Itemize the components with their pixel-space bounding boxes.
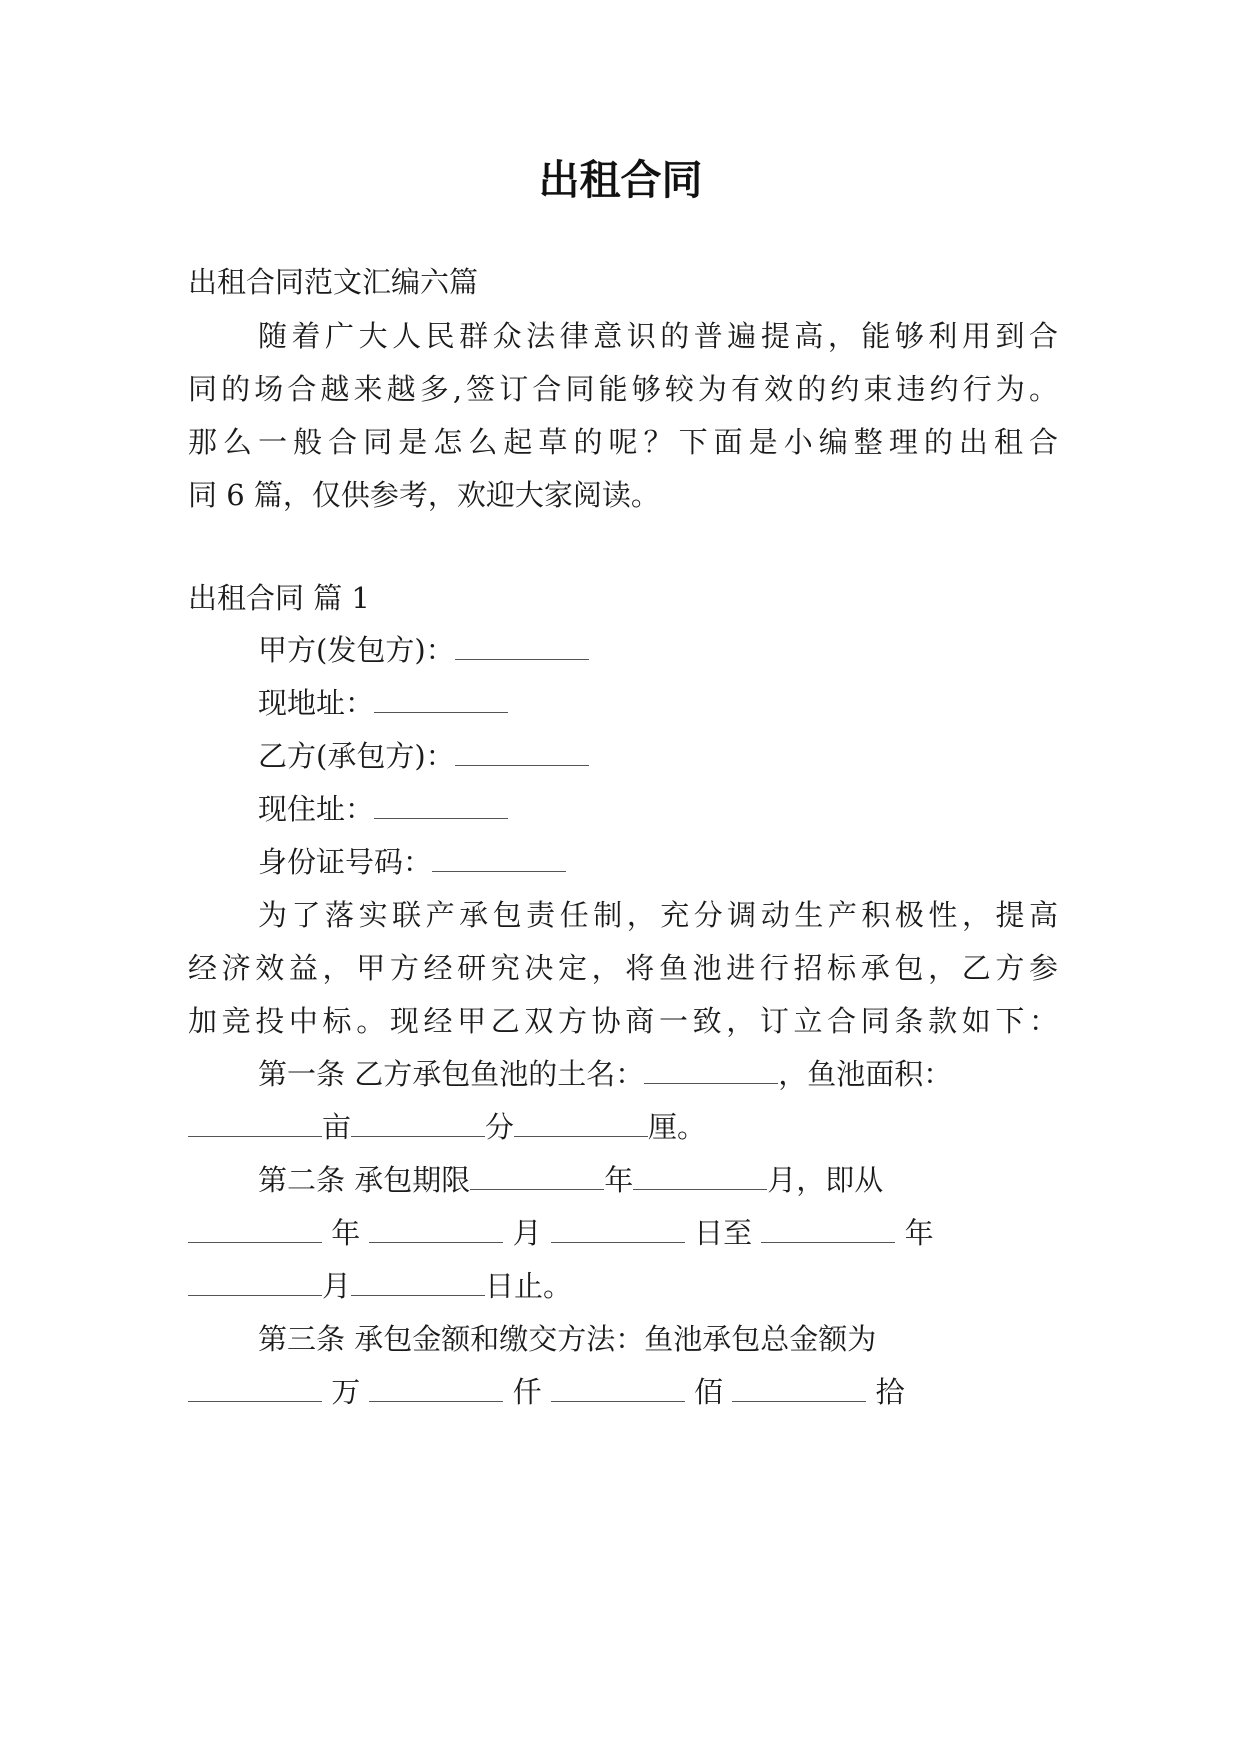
term-months-blank[interactable]: [633, 1163, 767, 1190]
text-to: 日至: [694, 1216, 753, 1250]
end-month-blank[interactable]: [188, 1269, 322, 1296]
area-mu-blank[interactable]: [188, 1110, 322, 1137]
unit-wan: 万: [331, 1375, 361, 1409]
unit-li: 厘。: [648, 1110, 707, 1144]
term-years-blank[interactable]: [470, 1163, 604, 1190]
party-a-address-line: [258, 683, 1058, 723]
intro-line: 随着广大人民群众法律意识的普遍提高，能够利用到合: [258, 319, 1058, 353]
text-end: 日止。: [485, 1269, 573, 1303]
party-b-address-blank[interactable]: [374, 792, 508, 819]
article-3-line: [258, 1319, 1058, 1359]
article-1-text: 第一条 乙方承包鱼池的土名：: [258, 1057, 645, 1091]
party-a-blank[interactable]: [455, 633, 589, 660]
unit-fen: 分: [485, 1110, 515, 1144]
document-title: 出租合同: [538, 156, 703, 204]
section-heading: 出租合同 篇 1: [188, 581, 370, 615]
unit-mu: 亩: [322, 1110, 352, 1144]
start-month-blank[interactable]: [369, 1216, 503, 1243]
party-a-address-blank[interactable]: [374, 686, 508, 713]
id-number-blank[interactable]: [432, 845, 566, 872]
article-2-from-text: 月，即从: [767, 1163, 884, 1197]
article-3-amount-line: [188, 1372, 1058, 1412]
preamble-line: 为了落实联产承包责任制，充分调动生产积极性，提高: [258, 898, 1058, 932]
id-number-label: 身份证号码：: [258, 845, 433, 879]
end-day-blank[interactable]: [351, 1269, 485, 1296]
document-subtitle: 出租合同范文汇编六篇: [188, 265, 479, 299]
start-day-blank[interactable]: [551, 1216, 685, 1243]
party-a-address-label: 现地址：: [258, 686, 375, 720]
party-b-label: 乙方(承包方)：: [258, 739, 455, 773]
article-2-text: 第二条 承包期限: [258, 1163, 471, 1197]
article-3-text: 第三条 承包金额和缴交方法：鱼池承包总金额为: [258, 1322, 877, 1356]
unit-month: 月: [512, 1216, 542, 1250]
unit-qian: 仟: [512, 1375, 542, 1409]
amount-shi-blank[interactable]: [732, 1375, 866, 1402]
intro-line: 那么一般合同是怎么起草的呢？下面是小编整理的出租合: [188, 425, 1058, 459]
intro-line: 同的场合越来越多,签订合同能够较为有效的约束违约行为。: [188, 372, 1058, 406]
article-1-area-line: [188, 1107, 1058, 1147]
preamble-line: 加竞投中标。现经甲乙双方协商一致，订立合同条款如下：: [188, 1004, 1058, 1038]
article-2-date-line: [188, 1213, 1058, 1253]
amount-qian-blank[interactable]: [369, 1375, 503, 1402]
article-2-line: [258, 1160, 1058, 1200]
amount-wan-blank[interactable]: [188, 1375, 322, 1402]
article-1-line: [258, 1054, 1058, 1094]
party-a-label: 甲方(发包方)：: [258, 633, 455, 667]
unit-year: 年: [604, 1163, 634, 1197]
party-b-address-line: [258, 789, 1058, 829]
end-year-blank[interactable]: [761, 1216, 895, 1243]
pond-name-blank[interactable]: [644, 1057, 778, 1084]
unit-month: 月: [322, 1269, 352, 1303]
party-b-blank[interactable]: [455, 739, 589, 766]
unit-year: 年: [331, 1216, 361, 1250]
amount-bai-blank[interactable]: [551, 1375, 685, 1402]
area-fen-blank[interactable]: [351, 1110, 485, 1137]
start-year-blank[interactable]: [188, 1216, 322, 1243]
article-1-area-text: ，鱼池面积：: [778, 1057, 953, 1091]
area-li-blank[interactable]: [514, 1110, 648, 1137]
unit-bai: 佰: [694, 1375, 724, 1409]
article-2-end-line: [188, 1266, 1058, 1306]
preamble-line: 经济效益，甲方经研究决定，将鱼池进行招标承包，乙方参: [188, 951, 1058, 985]
party-b-line: [258, 736, 1058, 776]
id-number-line: [258, 842, 1058, 882]
party-b-address-label: 现住址：: [258, 792, 375, 826]
unit-year: 年: [904, 1216, 934, 1250]
unit-shi: 拾: [875, 1375, 905, 1409]
party-a-line: [258, 630, 1058, 670]
intro-line: 同 6 篇，仅供参考，欢迎大家阅读。: [188, 478, 660, 512]
